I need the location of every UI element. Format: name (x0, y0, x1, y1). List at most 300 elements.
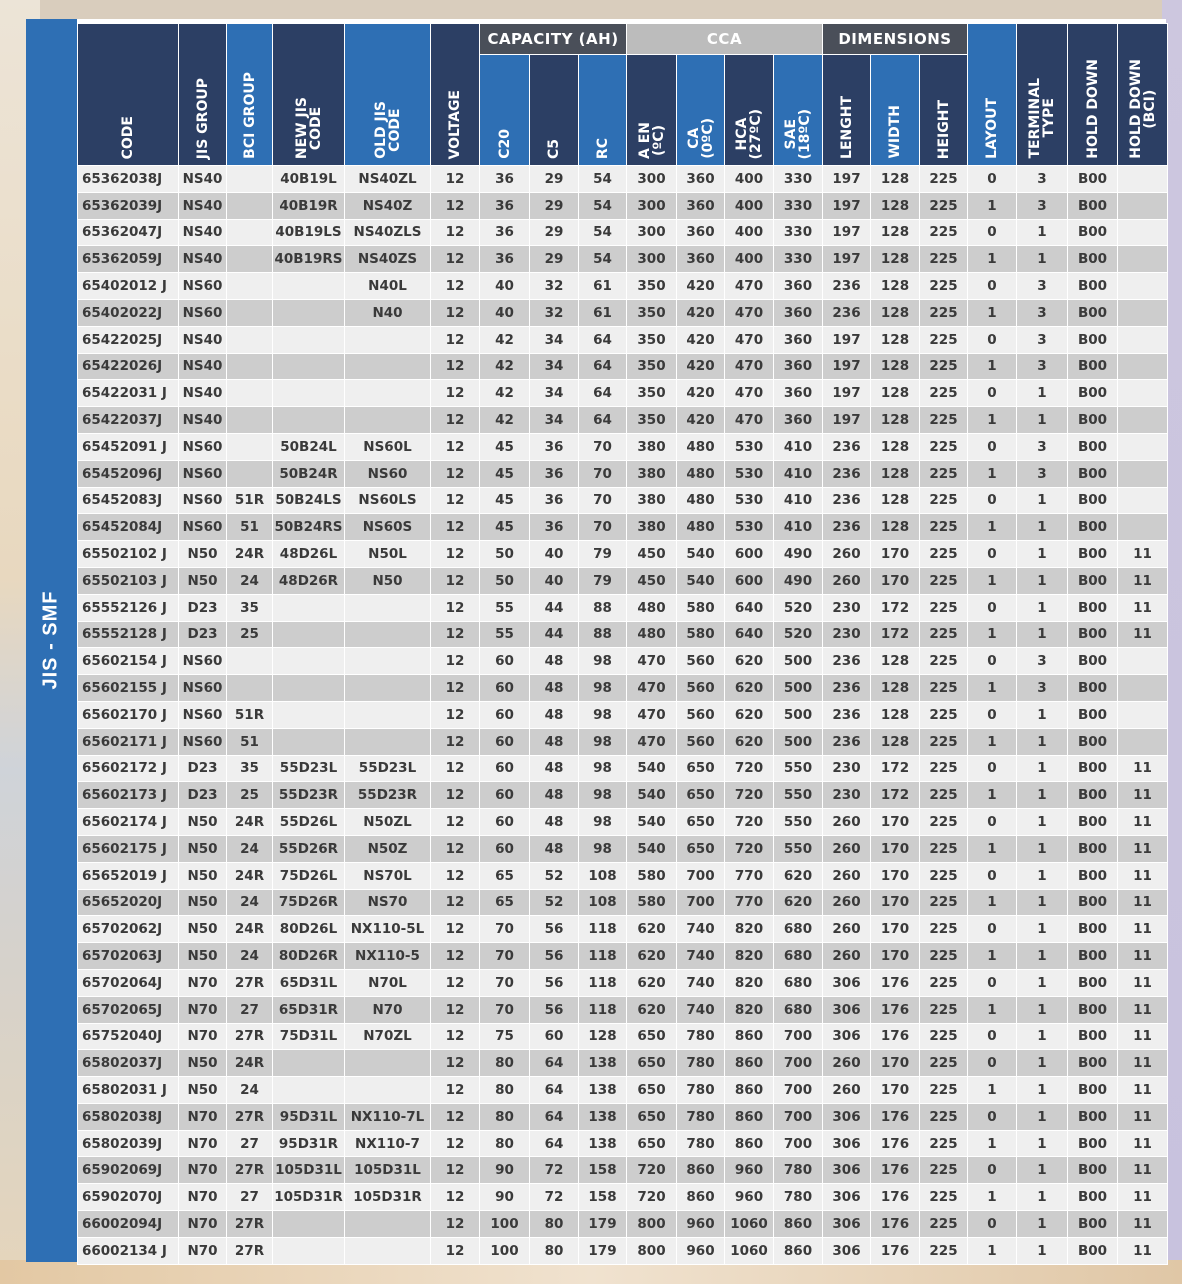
table-cell: 306 (823, 1184, 871, 1211)
table-cell: 36 (480, 166, 530, 193)
table-cell: NS60 (345, 460, 431, 487)
table-cell: 197 (823, 219, 871, 246)
table-cell: 65802038J (78, 1103, 179, 1130)
table-cell: 70 (480, 996, 530, 1023)
table-cell: 44 (530, 594, 579, 621)
col-header-lenght: LENGHT (823, 55, 871, 166)
table-cell: B00 (1068, 1050, 1118, 1077)
table-cell: 170 (871, 889, 920, 916)
table-cell: B00 (1068, 621, 1118, 648)
table-cell: 98 (579, 809, 627, 836)
table-row (78, 1077, 1168, 1104)
table-cell: 600 (725, 541, 774, 568)
table-cell (273, 407, 345, 434)
table-row (78, 299, 1168, 326)
table-cell: 118 (579, 916, 627, 943)
table-cell: B00 (1068, 353, 1118, 380)
table-cell: 197 (823, 407, 871, 434)
table-cell: 420 (677, 326, 725, 353)
table-cell: 580 (677, 621, 725, 648)
col-header-c5: C5 (530, 55, 579, 166)
table-cell: 1 (1017, 782, 1068, 809)
table-cell: 55 (480, 621, 530, 648)
table-cell: 170 (871, 1077, 920, 1104)
table-cell: 176 (871, 969, 920, 996)
table-cell: 260 (823, 835, 871, 862)
table-cell: 480 (677, 460, 725, 487)
table-cell: 380 (627, 514, 677, 541)
table-cell: 50B24L (273, 433, 345, 460)
table-cell: 32 (530, 299, 579, 326)
table-cell (345, 407, 431, 434)
table-cell: 176 (871, 1130, 920, 1157)
table-cell: 1 (1017, 889, 1068, 916)
table-cell: N50 (345, 567, 431, 594)
table-cell: 620 (725, 675, 774, 702)
table-cell: 60 (480, 701, 530, 728)
table-cell: 1 (1017, 969, 1068, 996)
table-cell: 700 (774, 1103, 823, 1130)
table-cell: 55D23R (273, 782, 345, 809)
table-cell: 1 (968, 299, 1017, 326)
table-cell: 170 (871, 541, 920, 568)
table-cell: 65602175 J (78, 835, 179, 862)
table-cell: 236 (823, 648, 871, 675)
table-cell: 650 (627, 1103, 677, 1130)
table-cell: 3 (1017, 326, 1068, 353)
table-cell: 225 (920, 567, 968, 594)
table-cell: 3 (1017, 648, 1068, 675)
table-cell: 350 (627, 407, 677, 434)
table-cell: 330 (774, 192, 823, 219)
table-cell (1118, 648, 1168, 675)
table-cell: 780 (774, 1184, 823, 1211)
table-cell: 860 (725, 1077, 774, 1104)
col-header-hold-down-bci: HOLD DOWN (BCI) (1118, 24, 1168, 166)
table-cell: 1 (1017, 862, 1068, 889)
table-cell: 105D31L (273, 1157, 345, 1184)
table-row (78, 380, 1168, 407)
table-cell: 780 (677, 1050, 725, 1077)
table-cell: 128 (871, 487, 920, 514)
table-cell: 225 (920, 594, 968, 621)
table-cell: 225 (920, 755, 968, 782)
table-cell: 197 (823, 166, 871, 193)
table-cell: 620 (627, 943, 677, 970)
table-cell (1118, 407, 1168, 434)
table-cell: 80D26R (273, 943, 345, 970)
table-cell: 12 (431, 246, 480, 273)
table-cell: 12 (431, 219, 480, 246)
table-cell: NS40 (179, 192, 227, 219)
table-cell: 680 (774, 943, 823, 970)
table-cell: 42 (480, 353, 530, 380)
table-cell: NS40 (179, 246, 227, 273)
table-cell: 40B19RS (273, 246, 345, 273)
table-cell: 3 (1017, 460, 1068, 487)
table-row (78, 889, 1168, 916)
table-cell: B00 (1068, 541, 1118, 568)
table-cell: 65602171 J (78, 728, 179, 755)
table-cell: 36 (480, 192, 530, 219)
table-cell: 65552126 J (78, 594, 179, 621)
table-cell: 36 (530, 514, 579, 541)
table-cell: 11 (1118, 1184, 1168, 1211)
table-cell: 48 (530, 782, 579, 809)
table-cell: 650 (627, 1130, 677, 1157)
table-cell: NX110-7 (345, 1130, 431, 1157)
table-cell: 64 (579, 353, 627, 380)
table-cell: N70 (179, 1130, 227, 1157)
table-cell: 197 (823, 380, 871, 407)
table-cell: 197 (823, 326, 871, 353)
table-cell: 540 (627, 755, 677, 782)
table-cell: 24 (227, 567, 273, 594)
table-row (78, 809, 1168, 836)
table-cell (345, 648, 431, 675)
table-cell: 56 (530, 969, 579, 996)
table-cell: 225 (920, 809, 968, 836)
col-header-sae: SAE (18ºC) (774, 55, 823, 166)
table-cell: 500 (774, 648, 823, 675)
table-cell: NX110-5 (345, 943, 431, 970)
table-cell: NS70 (345, 889, 431, 916)
table-cell: NS60 (179, 433, 227, 460)
table-cell: 64 (530, 1130, 579, 1157)
table-cell: 40 (480, 299, 530, 326)
table-cell: 680 (774, 969, 823, 996)
table-cell: 820 (725, 996, 774, 1023)
table-row (78, 567, 1168, 594)
table-cell: 128 (871, 407, 920, 434)
table-cell: 620 (627, 996, 677, 1023)
table-cell (227, 648, 273, 675)
table-cell: 12 (431, 1157, 480, 1184)
table-cell: 138 (579, 1103, 627, 1130)
table-cell: 360 (774, 380, 823, 407)
table-cell: 98 (579, 675, 627, 702)
table-cell: 236 (823, 701, 871, 728)
table-cell: 128 (871, 648, 920, 675)
table-cell: 350 (627, 353, 677, 380)
table-cell: 1 (968, 675, 1017, 702)
table-cell: 1 (1017, 996, 1068, 1023)
table-cell: 60 (480, 835, 530, 862)
table-cell: 3 (1017, 433, 1068, 460)
group-header-capacity: CAPACITY (AH) (480, 24, 627, 55)
table-cell: N50 (179, 567, 227, 594)
table-cell: 225 (920, 1184, 968, 1211)
table-cell: 410 (774, 460, 823, 487)
table-cell: 12 (431, 701, 480, 728)
table-cell: 480 (677, 514, 725, 541)
table-cell: 27R (227, 1237, 273, 1264)
table-cell: N70ZL (345, 1023, 431, 1050)
table-cell: 29 (530, 219, 579, 246)
table-cell: B00 (1068, 219, 1118, 246)
table-cell: N70 (345, 996, 431, 1023)
table-cell: 3 (1017, 675, 1068, 702)
table-cell: 740 (677, 943, 725, 970)
table-row (78, 728, 1168, 755)
table-cell: 0 (968, 809, 1017, 836)
table-cell: 40B19R (273, 192, 345, 219)
table-cell: 128 (871, 460, 920, 487)
table-cell: 620 (725, 701, 774, 728)
table-cell: 306 (823, 969, 871, 996)
table-cell: 1 (1017, 1157, 1068, 1184)
table-cell: 260 (823, 567, 871, 594)
table-cell (1118, 701, 1168, 728)
table-cell: 70 (480, 916, 530, 943)
table-cell: 128 (871, 675, 920, 702)
table-cell: 860 (677, 1157, 725, 1184)
table-cell: 36 (530, 433, 579, 460)
table-cell: 550 (774, 782, 823, 809)
table-cell: 51 (227, 514, 273, 541)
table-cell: 225 (920, 299, 968, 326)
table-cell: N70 (179, 1211, 227, 1238)
table-cell: 490 (774, 567, 823, 594)
table-cell: D23 (179, 782, 227, 809)
table-cell: 470 (627, 701, 677, 728)
table-cell: 60 (480, 755, 530, 782)
table-row (78, 246, 1168, 273)
table-cell: 860 (725, 1023, 774, 1050)
table-cell: 11 (1118, 1130, 1168, 1157)
table-row (78, 996, 1168, 1023)
table-cell: 24R (227, 1050, 273, 1077)
table-cell: 300 (627, 246, 677, 273)
table-cell: 65702063J (78, 943, 179, 970)
table-cell: NS60 (179, 487, 227, 514)
table-cell (345, 728, 431, 755)
table-cell: 225 (920, 835, 968, 862)
table-cell: 66002134 J (78, 1237, 179, 1264)
table-cell: 0 (968, 594, 1017, 621)
battery-spec-table (77, 23, 1168, 1265)
table-cell: 520 (774, 621, 823, 648)
table-cell: N50ZL (345, 809, 431, 836)
table-row (78, 273, 1168, 300)
table-cell: 65602172 J (78, 755, 179, 782)
table-cell: 54 (579, 246, 627, 273)
table-cell: 65602170 J (78, 701, 179, 728)
table-cell: 98 (579, 648, 627, 675)
table-cell (345, 1237, 431, 1264)
table-cell: 100 (480, 1211, 530, 1238)
table-cell: 620 (627, 916, 677, 943)
table-cell: 32 (530, 273, 579, 300)
table-cell: 236 (823, 514, 871, 541)
table-cell: 620 (774, 862, 823, 889)
table-cell: 118 (579, 943, 627, 970)
table-cell: 225 (920, 943, 968, 970)
table-cell: 179 (579, 1211, 627, 1238)
table-cell: 179 (579, 1237, 627, 1264)
table-cell: 80 (480, 1103, 530, 1130)
table-row (78, 943, 1168, 970)
table-cell: 55D23L (273, 755, 345, 782)
table-cell: 48 (530, 755, 579, 782)
table-cell: 380 (627, 433, 677, 460)
group-header-cca: CCA (627, 24, 823, 55)
table-cell: 170 (871, 1050, 920, 1077)
table-row (78, 1023, 1168, 1050)
table-cell: 380 (627, 487, 677, 514)
col-header-a-en: A EN (ºC) (627, 55, 677, 166)
table-cell (273, 353, 345, 380)
table-cell: 470 (725, 353, 774, 380)
table-cell (345, 380, 431, 407)
table-row (78, 782, 1168, 809)
table-cell: 48 (530, 728, 579, 755)
table-cell: 176 (871, 1184, 920, 1211)
table-cell: NS40 (179, 166, 227, 193)
table-cell: 230 (823, 594, 871, 621)
table-cell: B00 (1068, 1023, 1118, 1050)
col-header-voltage: VOLTAGE (431, 24, 480, 166)
table-cell (345, 353, 431, 380)
table-cell: 24 (227, 1077, 273, 1104)
table-cell: 720 (725, 782, 774, 809)
table-cell: 480 (627, 621, 677, 648)
table-cell: 128 (871, 246, 920, 273)
table-cell: 65552128 J (78, 621, 179, 648)
table-cell: 420 (677, 407, 725, 434)
table-cell: 128 (871, 192, 920, 219)
table-cell: N70 (179, 1103, 227, 1130)
table-cell: 27R (227, 1023, 273, 1050)
table-cell: 70 (579, 460, 627, 487)
table-cell: 3 (1017, 192, 1068, 219)
table-cell: 11 (1118, 996, 1168, 1023)
table-cell: 24 (227, 943, 273, 970)
table-cell: 780 (677, 1077, 725, 1104)
table-cell: 720 (627, 1184, 677, 1211)
table-cell: 225 (920, 621, 968, 648)
table-cell: 225 (920, 996, 968, 1023)
col-header-jis-group: JIS GROUP (179, 24, 227, 166)
table-cell: 40B19LS (273, 219, 345, 246)
table-cell: 50B24RS (273, 514, 345, 541)
table-cell: 550 (774, 835, 823, 862)
table-cell: 70 (579, 514, 627, 541)
table-cell: 138 (579, 1050, 627, 1077)
table-cell: 360 (677, 219, 725, 246)
table-cell: 260 (823, 862, 871, 889)
table-cell: 65602155 J (78, 675, 179, 702)
table-cell: 12 (431, 460, 480, 487)
table-cell: 48 (530, 809, 579, 836)
table-cell: NS40ZS (345, 246, 431, 273)
table-cell: 225 (920, 1130, 968, 1157)
table-row (78, 755, 1168, 782)
table-cell: 12 (431, 326, 480, 353)
table-cell: 12 (431, 889, 480, 916)
table-cell (1118, 514, 1168, 541)
table-cell: 780 (677, 1023, 725, 1050)
table-cell: 540 (677, 541, 725, 568)
table-cell: 620 (774, 889, 823, 916)
table-cell (227, 380, 273, 407)
table-cell: 29 (530, 166, 579, 193)
table-row (78, 916, 1168, 943)
table-cell: 1 (968, 889, 1017, 916)
table-cell: 650 (627, 1023, 677, 1050)
table-cell: NS40 (179, 326, 227, 353)
table-cell: 800 (627, 1237, 677, 1264)
table-cell: N70 (179, 1237, 227, 1264)
table-cell: 0 (968, 1103, 1017, 1130)
group-header-row (78, 24, 1168, 55)
table-cell: 11 (1118, 943, 1168, 970)
table-cell: 128 (871, 433, 920, 460)
table-cell: 65 (480, 889, 530, 916)
table-cell: 650 (627, 1077, 677, 1104)
table-cell: 1 (1017, 943, 1068, 970)
table-cell: 225 (920, 1023, 968, 1050)
table-cell: 1 (1017, 1077, 1068, 1104)
table-cell: N50L (345, 541, 431, 568)
table-cell: 65402022J (78, 299, 179, 326)
table-cell: 51R (227, 701, 273, 728)
table-cell: 1 (1017, 916, 1068, 943)
table-cell: N70 (179, 996, 227, 1023)
table-row (78, 1184, 1168, 1211)
table-cell: 360 (774, 407, 823, 434)
table-cell: 197 (823, 353, 871, 380)
table-cell: 65362038J (78, 166, 179, 193)
table-cell: 225 (920, 1050, 968, 1077)
col-header-old-jis-code: OLD JIS CODE (345, 24, 431, 166)
table-cell: 138 (579, 1077, 627, 1104)
table-cell: 360 (774, 299, 823, 326)
table-cell: 540 (627, 782, 677, 809)
table-cell: 40 (480, 273, 530, 300)
table-cell: 170 (871, 809, 920, 836)
table-cell: 12 (431, 1103, 480, 1130)
table-cell: 70 (480, 969, 530, 996)
table-row (78, 219, 1168, 246)
table-cell: 3 (1017, 353, 1068, 380)
table-cell: 530 (725, 460, 774, 487)
table-cell: 420 (677, 273, 725, 300)
table-cell: 1 (968, 407, 1017, 434)
table-cell (227, 273, 273, 300)
table-row (78, 1130, 1168, 1157)
table-cell: NS60S (345, 514, 431, 541)
table-cell: 80 (480, 1130, 530, 1157)
table-cell: 680 (774, 996, 823, 1023)
table-cell: 12 (431, 1237, 480, 1264)
table-cell: 80D26L (273, 916, 345, 943)
table-cell: 128 (871, 353, 920, 380)
col-header-hold-down: HOLD DOWN (1068, 24, 1118, 166)
table-cell: 27R (227, 969, 273, 996)
table-cell: 12 (431, 648, 480, 675)
table-cell: 0 (968, 487, 1017, 514)
table-cell: 65652020J (78, 889, 179, 916)
table-cell: 540 (627, 809, 677, 836)
table-cell: 225 (920, 380, 968, 407)
table-cell: 27R (227, 1211, 273, 1238)
table-cell: 3 (1017, 299, 1068, 326)
table-cell: 176 (871, 1211, 920, 1238)
table-cell: 35 (227, 755, 273, 782)
table-row (78, 969, 1168, 996)
table-row (78, 1157, 1168, 1184)
